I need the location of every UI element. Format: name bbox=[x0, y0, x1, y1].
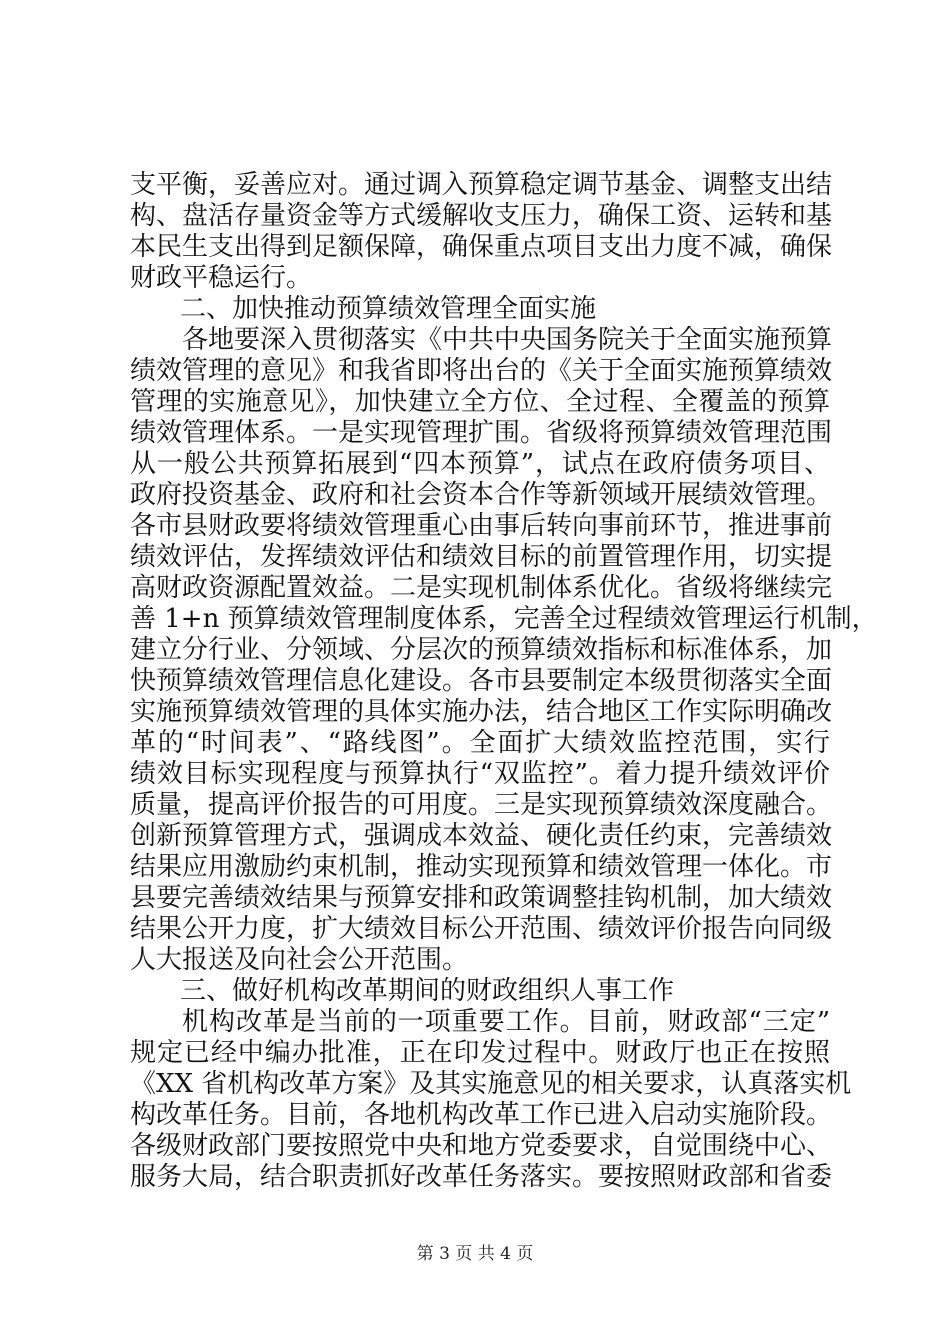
text-line: 快预算绩效管理信息化建设。各市县要制定本级贯彻落实全面 bbox=[130, 666, 833, 696]
text-line: 绩效管理的意见》和我省即将出台的《关于全面实施预算绩效 bbox=[130, 356, 833, 386]
text-line: 高财政资源配置效益。二是实现机制体系优化。省级将继续完 bbox=[130, 573, 833, 603]
text-line: 建立分行业、分领域、分层次的预算绩效指标和标准体系，加 bbox=[130, 635, 833, 665]
text-line: 创新预算管理方式，强调成本效益、硬化责任约束，完善绩效 bbox=[130, 821, 833, 851]
page-number: 第 3 页 共 4 页 bbox=[416, 1244, 534, 1264]
section-heading: 三、做好机构改革期间的财政组织人事工作 bbox=[180, 976, 675, 1006]
text-line: 从一般公共预算拓展到“四本预算”，试点在政府债务项目、 bbox=[130, 449, 830, 479]
text-line: 本民生支出得到足额保障，确保重点项目支出力度不减，确保 bbox=[130, 232, 833, 262]
text-line: 规定已经中编办批准，正在印发过程中。财政厅也正在按照 bbox=[130, 1038, 830, 1068]
text-line: 绩效评估，发挥绩效评估和绩效目标的前置管理作用，切实提 bbox=[130, 542, 833, 572]
text-line: 人大报送及向社会公开范围。 bbox=[130, 945, 469, 975]
text-line: 机构改革是当前的一项重要工作。目前，财政部“三定” bbox=[182, 1007, 830, 1037]
text-line: 各地要深入贯彻落实《中共中央国务院关于全面实施预算 bbox=[182, 325, 833, 355]
text-line: 县要完善绩效结果与预算安排和政策调整挂钩机制，加大绩效 bbox=[130, 883, 833, 913]
text-line: 管理的实施意见》，加快建立全方位、全过程、全覆盖的预算 bbox=[130, 387, 830, 417]
text-line: 各市县财政要将绩效管理重心由事后转向事前环节，推进事前 bbox=[130, 511, 833, 541]
text-line: 构、盘活存量资金等方式缓解收支压力，确保工资、运转和基 bbox=[130, 201, 833, 231]
section-heading: 二、加快推动预算绩效管理全面实施 bbox=[180, 294, 597, 324]
text-line: 结果公开力度，扩大绩效目标公开范围、绩效评价报告向同级 bbox=[130, 914, 833, 944]
document-body bbox=[130, 170, 878, 1193]
text-line: 政府投资基金、政府和社会资本合作等新领域开展绩效管理。 bbox=[130, 480, 833, 510]
text-line: 构改革任务。目前，各地机构改革工作已进入启动实施阶段。 bbox=[130, 1100, 833, 1130]
text-line: 绩效管理体系。一是实现管理扩围。省级将预算绩效管理范围 bbox=[130, 418, 833, 448]
text-line: 服务大局，结合职责抓好改革任务落实。要按照财政部和省委 bbox=[130, 1162, 833, 1192]
text-line: 实施预算绩效管理的具体实施办法，结合地区工作实际明确改 bbox=[130, 697, 833, 727]
text-line: 革的“时间表”、“路线图”。全面扩大绩效监控范围，实行 bbox=[130, 728, 830, 758]
text-line: 结果应用激励约束机制，推动实现预算和绩效管理一体化。市 bbox=[130, 852, 833, 882]
text-line: 支平衡，妥善应对。通过调入预算稳定调节基金、调整支出结 bbox=[130, 170, 833, 200]
text-line: 《XX 省机构改革方案》及其实施意见的相关要求，认真落实机 bbox=[130, 1069, 852, 1099]
page-footer bbox=[0, 1243, 950, 1265]
text-line: 绩效目标实现程度与预算执行“双监控”。着力提升绩效评价 bbox=[130, 759, 830, 789]
text-line: 善 1+n 预算绩效管理制度体系，完善全过程绩效管理运行机制， bbox=[130, 604, 878, 634]
text-line: 财政平稳运行。 bbox=[130, 263, 313, 293]
text-line: 质量，提高评价报告的可用度。三是实现预算绩效深度融合。 bbox=[130, 790, 833, 820]
text-line: 各级财政部门要按照党中央和地方党委要求，自觉围绕中心、 bbox=[130, 1131, 833, 1161]
